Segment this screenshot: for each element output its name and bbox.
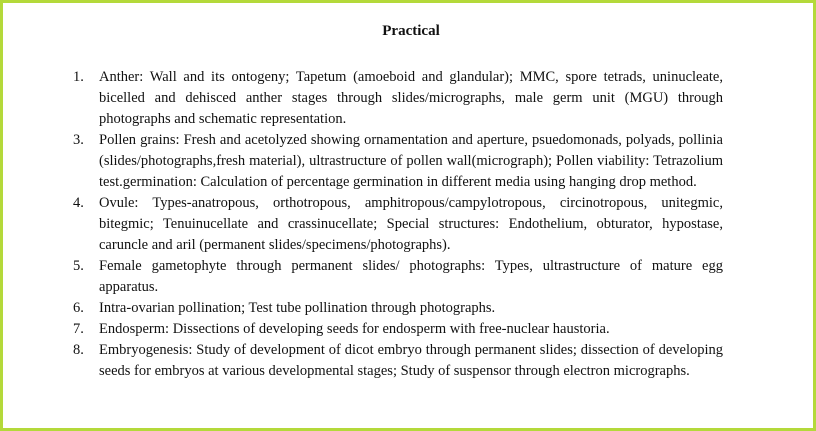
list-item	[63, 256, 723, 298]
item-number: 1.	[73, 69, 84, 85]
section-title: Practical	[382, 23, 440, 39]
item-number: 5.	[73, 258, 84, 274]
item-number: 4.	[73, 195, 84, 211]
list-item	[63, 319, 723, 340]
item-text: Embryogenesis: Study of development of dicot embryo through permanent slides; dissection of developing seeds for embryos at various developmental stages; Study of suspensor through electron micrographs.	[99, 342, 723, 379]
item-number: 6.	[73, 300, 84, 316]
item-text: Ovule: Types-anatropous, orthotropous, amphitropous/campylotropous, circinotropous, unitegmic, bitegmic; Tenuinucellate and crassinucellate; Special structures: Endothelium, obturator, hypostase, caruncle and aril (permanent slides/specimens/photographs).	[99, 195, 723, 253]
item-number: 3.	[73, 132, 84, 148]
list-item	[63, 193, 723, 256]
list-item	[63, 340, 723, 382]
item-text: Female gametophyte through permanent slides/ photographs: Types, ultrastructure of mature egg apparatus.	[99, 258, 723, 295]
item-text: Intra-ovarian pollination; Test tube pollination through photographs.	[99, 300, 496, 316]
list-item	[63, 298, 723, 319]
list-item	[63, 130, 723, 193]
item-text: Endosperm: Dissections of developing seeds for endosperm with free-nuclear haustoria.	[99, 321, 610, 337]
item-number: 8.	[73, 342, 84, 358]
list-item	[63, 67, 723, 130]
item-text: Pollen grains: Fresh and acetolyzed showing ornamentation and aperture, psuedomonads, polyads, pollinia (slides/photographs,fresh material), ultrastructure of pollen wall(micrograph); Pollen viability: Tetrazolium test.germination: Calculation of percentage germination in different media using hanging drop method.	[99, 132, 723, 190]
item-number: 7.	[73, 321, 84, 337]
item-text: Anther: Wall and its ontogeny; Tapetum (amoeboid and glandular); MMC, spore tetrads, uninucleate, bicelled and dehisced anther stages through slides/micrographs, male germ unit (MGU) through photographs and schematic representation.	[99, 69, 723, 127]
practical-list	[63, 67, 723, 382]
